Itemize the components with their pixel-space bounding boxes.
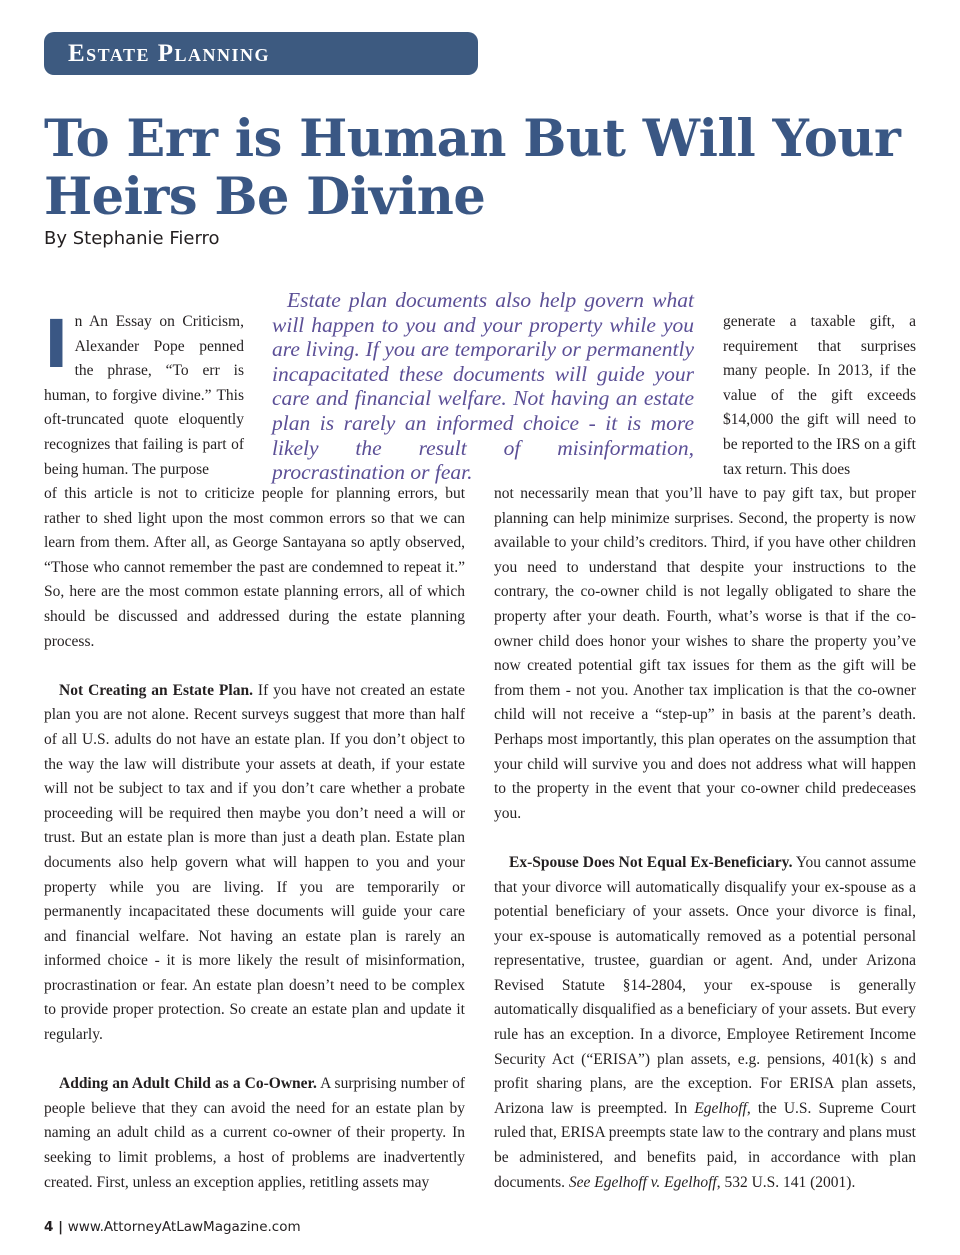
article-title: To Err is Human But Will Your Heirs Be Divine (44, 109, 901, 227)
section-ex-spouse (494, 851, 916, 1195)
byline: By Stephanie Fierro (44, 228, 220, 249)
page-number: 4 (44, 1219, 54, 1235)
intro-text-top: n An Essay on Criticism, Alexander Pope penned the phrase, “To err is human, to forgive divine.” This oft-truncated quote eloquently recognizes that failing is part of being human. The purpose (44, 313, 244, 478)
co-owner-continued-top (723, 310, 916, 482)
intro-column-top (44, 306, 244, 482)
footer-website-link[interactable]: www.AttorneyAtLawMagazine.com (67, 1219, 301, 1235)
section-heading-co-owner: Adding an Adult Child as a Co-Owner. (59, 1075, 317, 1093)
section-body-co-owner: A surprising number of people believe that they can avoid the need for an estate plan by naming an adult child as a current co-owner of their property. In seeking to limit problems, a host of problems are inadvertently created. First, unless an exception applies, retitling assets may (44, 1075, 465, 1191)
section-body-ex-spouse-3: , 532 U.S. 141 (2001). (716, 1173, 856, 1191)
footer-separator: | (53, 1219, 68, 1235)
section-label: Estate Planning (44, 32, 478, 75)
section-heading-ex-spouse: Ex-Spouse Does Not Equal Ex-Beneficiary. (509, 853, 793, 871)
pull-quote: Estate plan documents also help govern what will happen to you and your property while you are living. If you are temporarily or permanently incapacitated these documents will guide your care and financial welfare. Not having an estate plan is rarely an informed choice - it is more likely the result of misinformation, procrastination or fear. (272, 288, 694, 485)
right-column (494, 482, 916, 1195)
page-footer (44, 1219, 301, 1235)
section-body-ex-spouse-1: You cannot assume that your divorce will automatically disqualify your ex-spouse as a potential beneficiary of your assets. Once your divorce is final, your ex-spouse is automatically removed as a potential personal representative, trustee, guardian or agent. And, under Arizona Revised Statute §14-2804, your ex-spouse is generally automatically disqualified as a beneficiary of your assets. But every rule has an exception. In a divorce, Employee Retirement Income Security Act (“ERISA”) plan assets, e.g. pensions, 401(k) s and profit sharing plans, are the exception. For ERISA plan assets, Arizona law is preempted. In (494, 853, 917, 1117)
section-no-plan (44, 679, 465, 1048)
section-body-ex-spouse-2: , the U.S. Supreme Court ruled that, ERISA preempts state law to the contrary and plans must be administered, and benefits paid, in accordance with plan documents. (494, 1099, 916, 1191)
co-owner-text-right-continued: not necessarily mean that you’ll have to pay gift tax, but proper planning can help minimize surprises. Second, the property is now available to your child’s creditors. Third, if you have other children you need to understand that despite your instructions to the contrary, the co-owner child is not legally obligated to share the property after your death. Fourth, what’s worse is that if the co-owner child does honor your wishes to share the property you’ve now created potential gift tax issues for them as the gift will be from them - not you. Another tax implication is that the co-owner child will not receive a “step-up” in basis at the parent’s death. Perhaps most importantly, this plan operates on the assumption that your child will survive you and does not address what will happen to the property in the event that your co-owner child predeceases you. (494, 485, 916, 822)
intro-text-continued: of this article is not to criticize people for planning errors, but rather to shed light upon the most common errors so that we can learn from them. After all, as George Santayana so aptly observed, “Those who cannot remember the past are condemned to repeat it.” So, here are the most common estate planning errors, all of which should be discussed and addressed during the estate planning process. (44, 485, 465, 650)
case-name: Egelhoff (694, 1099, 747, 1117)
section-co-owner (44, 1072, 465, 1195)
left-column (44, 482, 465, 1195)
section-body-no-plan: If you have not created an estate plan you are not alone. Recent surveys suggest that more than half of all U.S. adults do not have an estate plan. If you don’t object to the way the law will distribute your assets at death, if your estate will not be subject to tax and if you don’t care whether a probate proceeding will be required then maybe you don’t need a will or trust. But an estate plan is more than just a death plan. Estate plan documents also help govern what will happen to you and your property while you are living. If you are temporarily or permanently incapacitated these documents will guide your care and financial welfare. Not having an estate plan is rarely an informed choice - it is more likely the result of misinformation, procrastination or fear. An estate plan doesn’t need to be complex to provide proper protection. So create an estate plan and update it regularly. (44, 681, 465, 1044)
case-citation: See Egelhoff v. Egelhoff (568, 1173, 717, 1191)
section-heading-no-plan: Not Creating an Estate Plan. (59, 681, 253, 699)
co-owner-text-right-top: generate a taxable gift, a requirement that surprises many people. In 2013, if the value of the gift exceeds $14,000 the gift will need to be reported to the IRS on a gift tax return. This does (723, 313, 916, 478)
drop-cap: I (44, 306, 69, 383)
